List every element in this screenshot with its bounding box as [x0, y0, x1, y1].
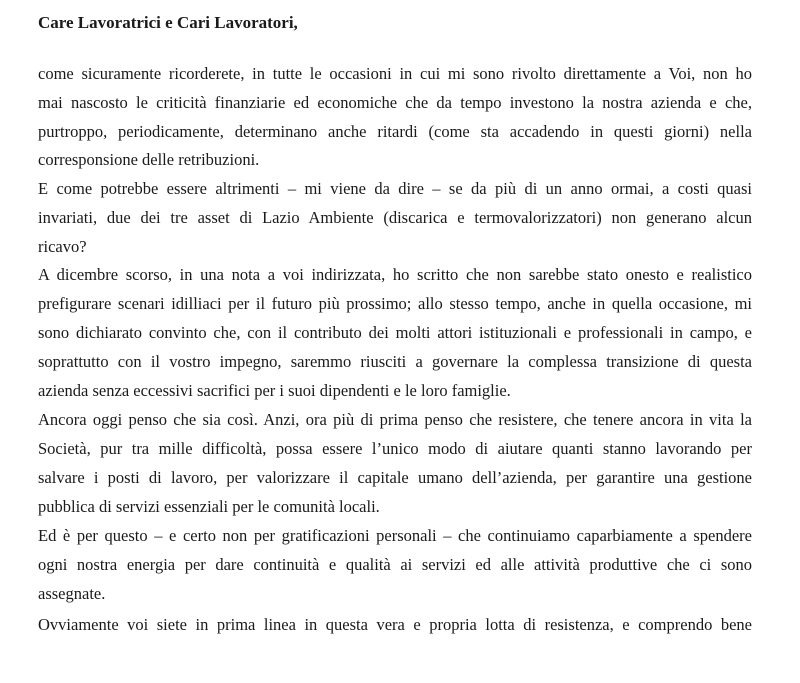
letter-line: ricavo? [38, 237, 87, 256]
letter-line: assegnate. [38, 584, 106, 603]
letter-line: invariati, due dei tre asset di Lazio Ambiente (discarica e termovalorizzatori) non generano alcun [38, 208, 752, 227]
letter-line: azienda senza eccessivi sacrifici per i suoi dipendenti e le loro famiglie. [38, 381, 511, 400]
letter-line: Ed è per questo – e certo non per gratificazioni personali – che continuiamo caparbiamente a spendere [38, 526, 752, 545]
letter-line: pubblica di servizi essenziali per le comunità locali. [38, 497, 380, 516]
letter-line: Ancora oggi penso che sia così. Anzi, ora più di prima penso che resistere, che tenere ancora in vita la [38, 410, 752, 429]
letter-line: prefigurare scenari idilliaci per il futuro più prossimo; allo stesso tempo, anche in quella occasione, mi [38, 294, 752, 313]
letter-line: Ovviamente voi siete in prima linea in questa vera e propria lotta di resistenza, e comprendo bene [38, 615, 752, 634]
letter-line: ogni nostra energia per dare continuità e qualità ai servizi ed alle attività produttive che ci sono [38, 555, 752, 574]
letter-line: purtroppo, periodicamente, determinano anche ritardi (come sta accadendo in questi giorni) nella [38, 122, 752, 141]
letter-line: sono dichiarato convinto che, con il contributo dei molti attori istituzionali e professionali in campo, e [38, 323, 752, 342]
letter-line: soprattutto con il vostro impegno, saremmo riusciti a governare la complessa transizione di questa [38, 352, 752, 371]
letter-line: E come potrebbe essere altrimenti – mi viene da dire – se da più di un anno ormai, a costi quasi [38, 179, 752, 198]
letter-line: corresponsione delle retribuzioni. [38, 150, 260, 169]
letter-line: come sicuramente ricorderete, in tutte le occasioni in cui mi sono rivolto direttamente a Voi, non ho [38, 64, 752, 83]
letter-line: Società, pur tra mille difficoltà, possa essere l’unico modo di aiutare quanti stanno lavorando per [38, 439, 752, 458]
letter-salutation: Care Lavoratrici e Cari Lavoratori, [38, 13, 298, 32]
letter-line: salvare i posti di lavoro, per valorizzare il capitale umano dell’azienda, per garantire una gestione [38, 468, 752, 487]
letter-line: A dicembre scorso, in una nota a voi indirizzata, ho scritto che non sarebbe stato onesto e realistico [38, 265, 752, 284]
letter-line: mai nascosto le criticità finanziarie ed economiche che da tempo investono la nostra azienda e che, [38, 93, 752, 112]
